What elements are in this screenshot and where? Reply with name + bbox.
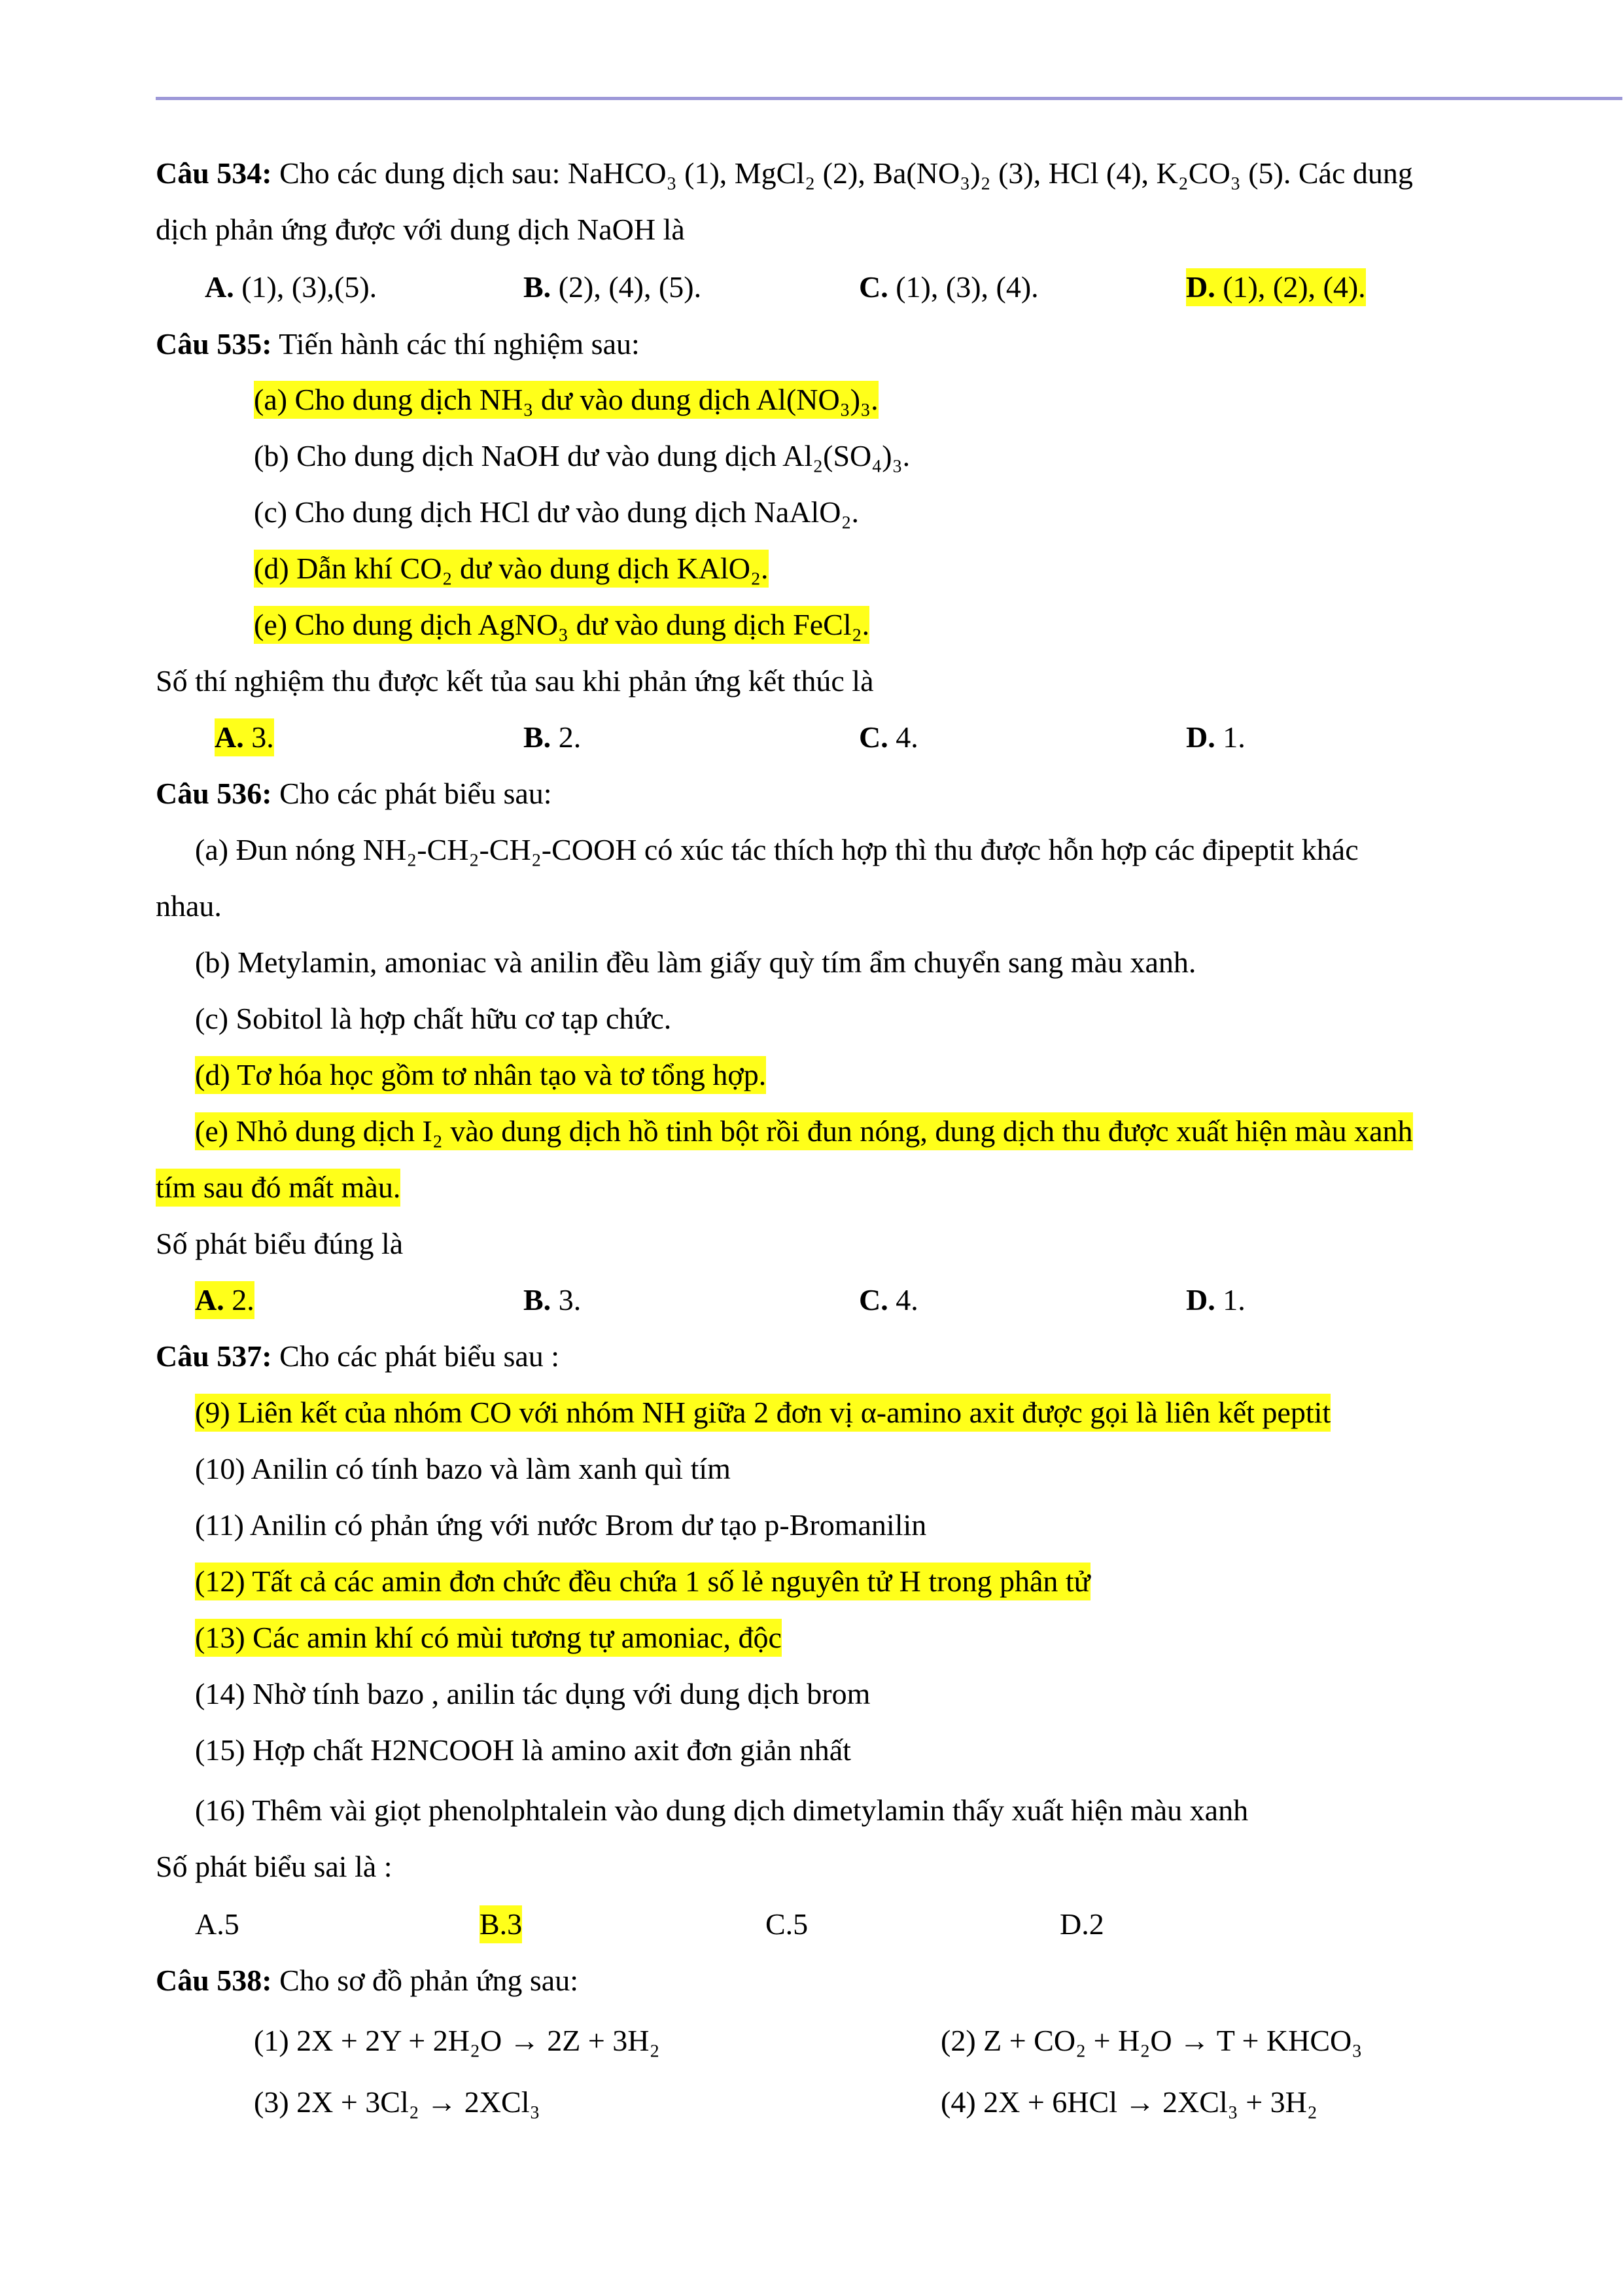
q535-option-a-answer: A. 3. <box>215 718 274 756</box>
q537-option-d: D.2 <box>1060 1907 1104 1941</box>
q536-option-b: B. 3. <box>523 1283 582 1316</box>
q536-option-c: C. 4. <box>859 1283 918 1316</box>
q536-item-e-line2: tím sau đó mất màu. <box>156 1169 400 1207</box>
q536-item-a-line2: nhau. <box>156 889 222 923</box>
q536-stem: Câu 536: Cho các phát biểu sau: <box>156 777 552 810</box>
q537-item-11: (11) Anilin có phản ứng với nước Brom dư tạo p-Bromanilin <box>195 1508 927 1542</box>
q534-stem-line1 <box>156 154 1413 192</box>
q536-label: Câu 536: <box>156 777 272 810</box>
q537-option-b-answer: B.3 <box>480 1905 522 1943</box>
q534-stem: Cho các dung dịch sau: NaHCO₃ (1), MgCl₂ (2), Ba(NO₃)₂ (3), HCl (4), K₂CO₃ (5). Các dung <box>271 156 1413 190</box>
q535-item-c: (c) Cho dung dịch HCl dư vào dung dịch NaAlO₂. <box>254 495 860 529</box>
q534-option-b: B. (2), (4), (5). <box>523 270 702 304</box>
q537-item-12: (12) Tất cả các amin đơn chức đều chứa 1 số lẻ nguyên tử H trong phân tử <box>195 1563 1091 1600</box>
q538-reaction-4: (4) 2X + 6HCl → 2XCl₃ + 3H₂ <box>941 2085 1318 2119</box>
q535-item-b: (b) Cho dung dịch NaOH dư vào dung dịch Al₂(SO₄)₃. <box>254 439 911 472</box>
q535-option-c: C. 4. <box>859 720 918 754</box>
q535-option-d: D. 1. <box>1186 720 1246 754</box>
q537-option-a: A.5 <box>195 1907 239 1941</box>
q537-item-16: (16) Thêm vài giọt phenolphtalein vào dung dịch dimetylamin thấy xuất hiện màu xanh <box>195 1793 1249 1827</box>
q536-item-b: (b) Metylamin, amoniac và anilin đều làm giấy quỳ tím ẩm chuyển sang màu xanh. <box>195 945 1196 979</box>
q536-option-a-answer: A. 2. <box>195 1281 254 1319</box>
q536-item-a-line1: (a) Đun nóng NH₂-CH₂-CH₂-COOH có xúc tác thích hợp thì thu được hỗn hợp các đipeptit khác <box>195 833 1359 866</box>
q534-stem-line2: dịch phản ứng được với dung dịch NaOH là <box>156 213 685 246</box>
q535-item-e: (e) Cho dung dịch AgNO₃ dư vào dung dịch FeCl₂. <box>254 606 869 644</box>
q536-question: Số phát biểu đúng là <box>156 1227 404 1260</box>
q534-label: Câu 534: <box>156 156 272 190</box>
q537-question: Số phát biểu sai là : <box>156 1850 393 1883</box>
q536-item-e-line1: (e) Nhỏ dung dịch I₂ vào dung dịch hồ tinh bột rồi đun nóng, dung dịch thu được xuất hiện màu xanh <box>195 1112 1413 1150</box>
q535-item-d: (d) Dẫn khí CO₂ dư vào dung dịch KAlO₂. <box>254 550 769 588</box>
q534-option-a: A. (1), (3),(5). <box>205 270 377 304</box>
q536-item-d: (d) Tơ hóa học gồm tơ nhân tạo và tơ tổng hợp. <box>195 1056 766 1094</box>
q538-reaction-3: (3) 2X + 3Cl₂ → 2XCl₃ <box>254 2085 540 2119</box>
q535-item-a: (a) Cho dung dịch NH₃ dư vào dung dịch Al(NO₃)₃. <box>254 381 879 419</box>
q534-option-c: C. (1), (3), (4). <box>859 270 1039 304</box>
q537-item-14: (14) Nhờ tính bazo , anilin tác dụng với dung dịch brom <box>195 1677 871 1710</box>
q534-option-d-answer: D. (1), (2), (4). <box>1186 268 1366 306</box>
q538-reaction-2: (2) Z + CO₂ + H₂O → T + KHCO₃ <box>941 2024 1363 2057</box>
q537-item-10: (10) Anilin có tính bazo và làm xanh quì tím <box>195 1452 731 1485</box>
header-rule <box>156 97 1622 100</box>
q537-label: Câu 537: <box>156 1339 272 1373</box>
q538-stem: Câu 538: Cho sơ đồ phản ứng sau: <box>156 1964 578 1997</box>
q538-label: Câu 538: <box>156 1964 272 1997</box>
q535-stem: Câu 535: Tiến hành các thí nghiệm sau: <box>156 327 640 361</box>
q537-option-c: C.5 <box>765 1907 809 1941</box>
q537-item-9: (9) Liên kết của nhóm CO với nhóm NH giữa 2 đơn vị α-amino axit được gọi là liên kết peptit <box>195 1394 1331 1432</box>
q536-item-c: (c) Sobitol là hợp chất hữu cơ tạp chức. <box>195 1002 672 1035</box>
q535-question: Số thí nghiệm thu được kết tủa sau khi phản ứng kết thúc là <box>156 664 874 698</box>
q535-label: Câu 535: <box>156 327 272 361</box>
q538-reaction-1: (1) 2X + 2Y + 2H₂O → 2Z + 3H₂ <box>254 2024 660 2057</box>
q535-option-b: B. 2. <box>523 720 582 754</box>
q537-item-13: (13) Các amin khí có mùi tương tự amoniac, độc <box>195 1619 782 1657</box>
q537-item-15: (15) Hợp chất H2NCOOH là amino axit đơn giản nhất <box>195 1733 851 1767</box>
q536-option-d: D. 1. <box>1186 1283 1246 1316</box>
q537-stem: Câu 537: Cho các phát biểu sau : <box>156 1339 560 1373</box>
